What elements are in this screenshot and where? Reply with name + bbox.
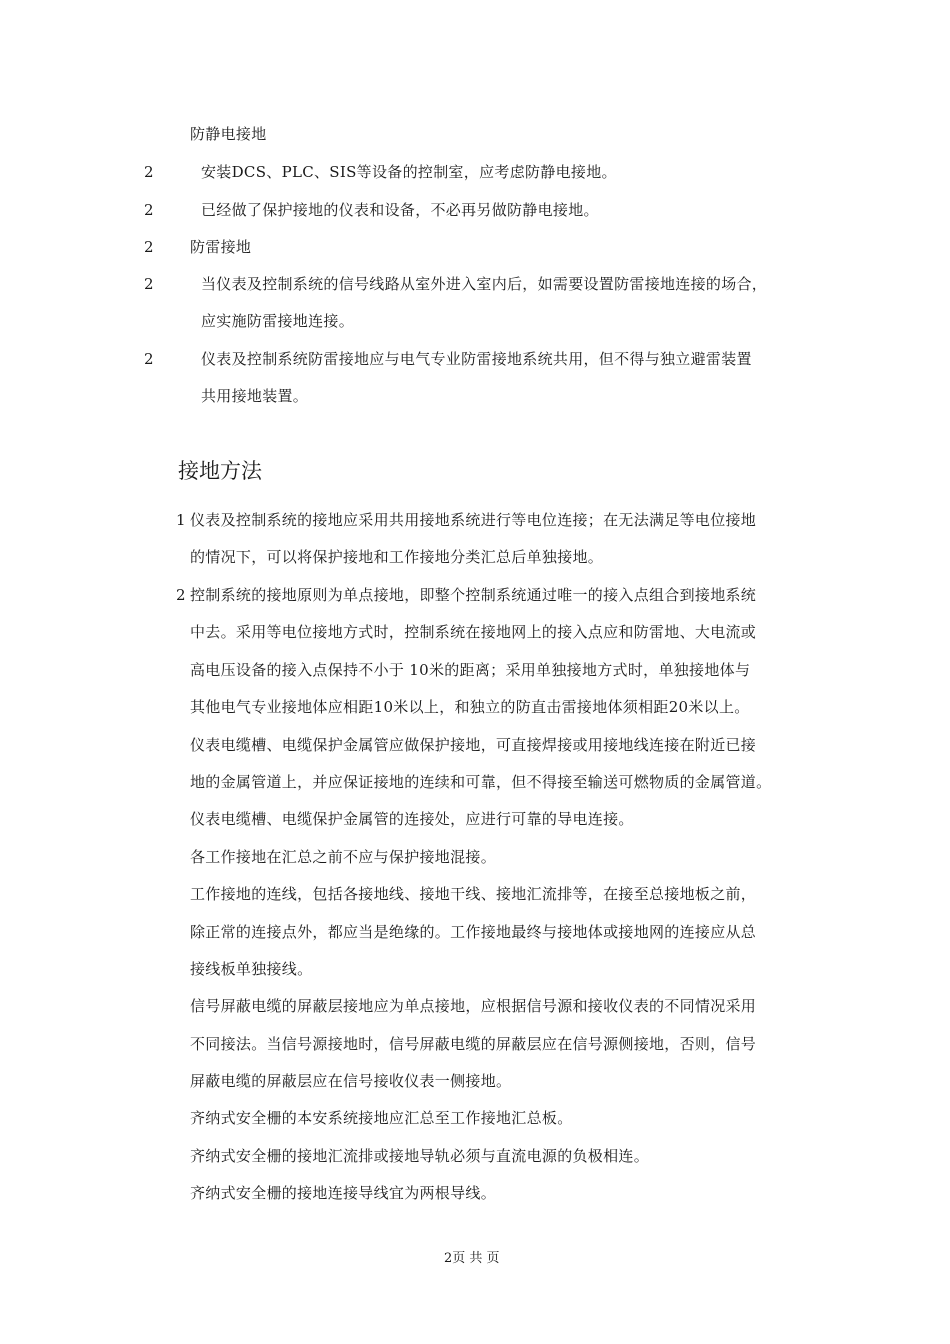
page-footer: 2页 共 页 xyxy=(444,1251,500,1266)
method-text: 其他电气专业接地体应相距10米以上，和独立的防直击雷接地体须相距20米以上。 xyxy=(190,698,750,716)
list-marker: 2 xyxy=(144,275,154,293)
paragraph-line: 齐纳式安全栅的接地汇流排或接地导轨必须与直流电源的负极相连。 xyxy=(190,1147,650,1165)
list-marker: 1 xyxy=(176,511,186,529)
list-item-text: 应实施防雷接地连接。 xyxy=(201,312,355,330)
list-marker: 2 xyxy=(176,586,186,604)
method-text: 中去。采用等电位接地方式时，控制系统在接地网上的接入点应和防雷地、大电流或 xyxy=(190,623,757,641)
list-item-text: 共用接地装置。 xyxy=(201,387,309,405)
list-marker: 2 xyxy=(144,350,154,368)
section-heading: 接地方法 xyxy=(178,459,262,483)
list-item-text: 已经做了保护接地的仪表和设备，不必再另做防静电接地。 xyxy=(201,201,599,219)
paragraph-line: 工作接地的连线，包括各接地线、接地干线、接地汇流排等，在接至总接地板之前， xyxy=(190,885,757,903)
list-marker: 2 xyxy=(144,238,154,256)
paragraph-line: 屏蔽电缆的屏蔽层应在信号接收仪表一侧接地。 xyxy=(190,1072,512,1090)
paragraph-line: 除正常的连接点外，都应当是绝缘的。工作接地最终与接地体或接地网的连接应从总 xyxy=(190,923,757,941)
method-text: 高电压设备的接入点保持不小于 10米的距离；采用单独接地方式时，单独接地体与 xyxy=(190,661,751,679)
list-item-text: 当仪表及控制系统的信号线路从室外进入室内后，如需要设置防雷接地连接的场合， xyxy=(201,275,768,293)
method-text: 的情况下，可以将保护接地和工作接地分类汇总后单独接地。 xyxy=(190,548,604,566)
paragraph-line: 接线板单独接线。 xyxy=(190,960,313,978)
paragraph-line: 齐纳式安全栅的接地连接导线宜为两根导线。 xyxy=(190,1184,497,1202)
list-item-text: 安装DCS、PLC、SIS等设备的控制室，应考虑防静电接地。 xyxy=(201,163,617,181)
section-title-lightning: 防雷接地 xyxy=(190,238,252,256)
list-marker: 2 xyxy=(144,201,154,219)
paragraph-line: 地的金属管道上，并应保证接地的连续和可靠，但不得接至输送可燃物质的金属管道。 xyxy=(190,773,772,791)
method-text: 仪表及控制系统的接地应采用共用接地系统进行等电位连接；在无法满足等电位接地 xyxy=(190,511,757,529)
list-item-text: 仪表及控制系统防雷接地应与电气专业防雷接地系统共用，但不得与独立避雷装置 xyxy=(201,350,752,368)
paragraph-line: 仪表电缆槽、电缆保护金属管应做保护接地，可直接焊接或用接地线连接在附近已接 xyxy=(190,736,757,754)
paragraph-line: 仪表电缆槽、电缆保护金属管的连接处，应进行可靠的导电连接。 xyxy=(190,810,634,828)
list-marker: 2 xyxy=(144,163,154,181)
paragraph-line: 齐纳式安全栅的本安系统接地应汇总至工作接地汇总板。 xyxy=(190,1109,573,1127)
paragraph-line: 信号屏蔽电缆的屏蔽层接地应为单点接地，应根据信号源和接收仪表的不同情况采用 xyxy=(190,997,757,1015)
paragraph-line: 不同接法。当信号源接地时，信号屏蔽电缆的屏蔽层应在信号源侧接地，否则，信号 xyxy=(190,1035,757,1053)
section-title-antistatic: 防静电接地 xyxy=(190,125,267,143)
method-text: 控制系统的接地原则为单点接地，即整个控制系统通过唯一的接入点组合到接地系统 xyxy=(190,586,757,604)
paragraph-line: 各工作接地在汇总之前不应与保护接地混接。 xyxy=(190,848,497,866)
